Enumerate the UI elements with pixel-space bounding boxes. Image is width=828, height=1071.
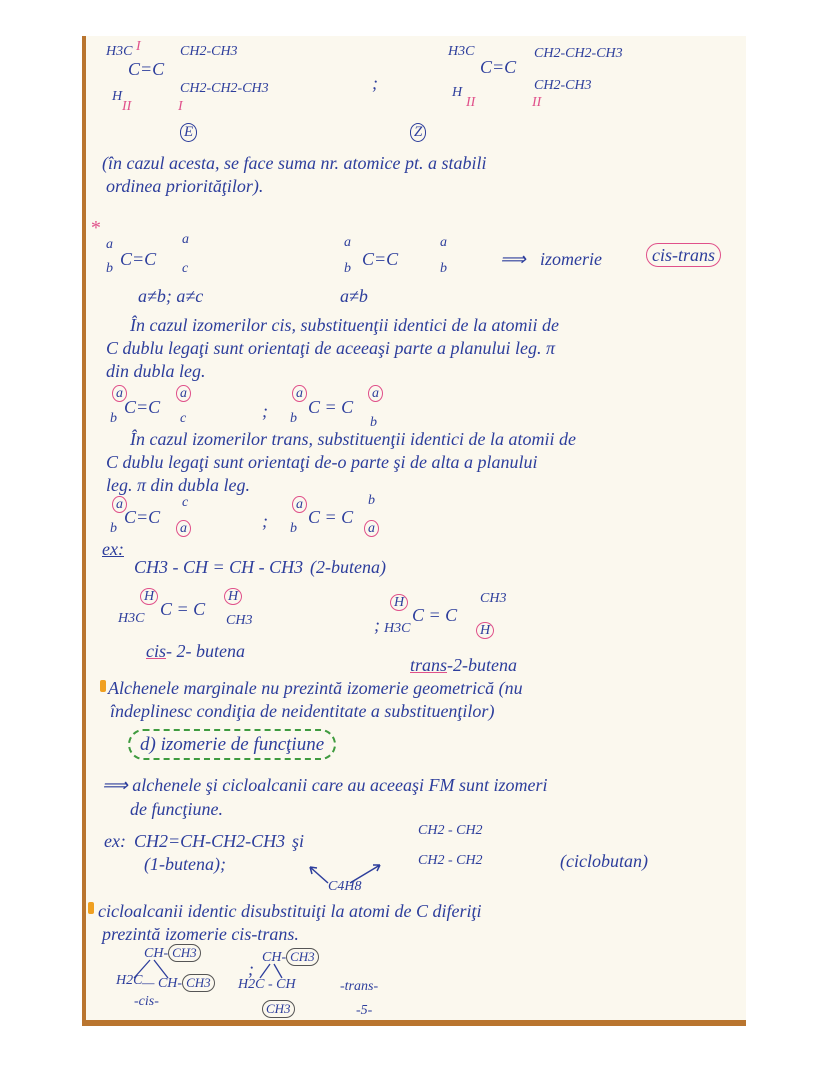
substituent: H3C bbox=[106, 44, 133, 59]
substituent: H bbox=[140, 588, 158, 605]
compound-name: (2-butena) bbox=[310, 557, 386, 577]
substituent: CH2-CH2-CH3 bbox=[180, 81, 269, 96]
text-line: ordinea priorităţilor). bbox=[106, 176, 264, 196]
rank: II bbox=[122, 99, 132, 114]
rank: II bbox=[532, 95, 542, 110]
substituent: b bbox=[110, 411, 117, 426]
text-line: C dublu legaţi sunt orientaţi de aceeaşi parte a planului leg. π bbox=[106, 338, 555, 358]
exclamation-marker-icon bbox=[100, 680, 106, 692]
text-line: de funcţiune. bbox=[130, 799, 223, 819]
rank: I bbox=[178, 99, 183, 114]
example-label: ex: bbox=[104, 831, 126, 851]
conjunction: şi bbox=[292, 831, 305, 851]
page-number: -5- bbox=[356, 1003, 373, 1018]
substituent: b bbox=[440, 261, 447, 276]
formula: CH2 - CH2 bbox=[418, 853, 483, 868]
substituent: c bbox=[180, 411, 187, 426]
substituent: CH3 bbox=[480, 591, 507, 606]
substituent: H3C bbox=[448, 44, 475, 59]
condition: a≠b bbox=[340, 286, 368, 306]
substituent: a bbox=[368, 385, 383, 402]
substituent: a bbox=[182, 232, 189, 247]
isomer-label: -trans- bbox=[340, 979, 379, 994]
formula: CH3 - CH = CH - CH3 bbox=[134, 557, 304, 577]
substituent: b bbox=[344, 261, 351, 276]
cis-underlined: cis bbox=[146, 641, 166, 661]
text-line: În cazul izomerilor cis, substituenţii identici de la atomii de bbox=[130, 315, 559, 335]
substituent: CH3 bbox=[286, 948, 319, 966]
substituent: c bbox=[182, 495, 189, 510]
text-line: Alchenele marginale nu prezintă izomerie geometrică (nu bbox=[108, 678, 523, 698]
text: izomerie bbox=[540, 249, 602, 269]
substituent: a bbox=[292, 496, 307, 513]
exclamation-marker-icon bbox=[88, 902, 94, 914]
substituent: H bbox=[390, 594, 408, 611]
compound-name: - 2- butena bbox=[166, 641, 245, 661]
substituent: a bbox=[344, 235, 351, 250]
text-line: (în cazul acesta, se face suma nr. atomice pt. a stabili bbox=[102, 153, 487, 173]
compound-name: (1-butena); bbox=[144, 854, 226, 874]
substituent: b bbox=[368, 493, 375, 508]
substituent: a bbox=[176, 520, 191, 537]
example-label: ex: bbox=[102, 539, 124, 559]
formula: CH2 - CH2 bbox=[418, 823, 483, 838]
substituent: c bbox=[182, 261, 189, 276]
substituent: H bbox=[476, 622, 494, 639]
substituent: CH3 bbox=[182, 974, 215, 992]
substituent: a bbox=[112, 385, 127, 402]
condition: a≠b; a≠c bbox=[138, 286, 204, 306]
substituent: CH3 bbox=[168, 944, 201, 962]
substituent: b bbox=[290, 411, 297, 426]
rank: I bbox=[136, 39, 141, 54]
molecular-formula: C4H8 bbox=[328, 879, 362, 894]
text-line: îndeplinesc condiţia de neidentitate a substituenţilor) bbox=[110, 701, 495, 721]
substituent: a bbox=[364, 520, 379, 537]
substituent: b bbox=[106, 261, 113, 276]
substituent: H3C bbox=[384, 621, 411, 636]
text-line: din dubla leg. bbox=[106, 361, 206, 381]
text-line: C dublu legaţi sunt orientaţi de-o parte şi de alta a planului bbox=[106, 452, 538, 472]
arrow-icon: ⟹ bbox=[500, 249, 526, 269]
double-bond: C=C bbox=[362, 249, 399, 269]
substituent: CH2-CH2-CH3 bbox=[534, 46, 623, 61]
substituent: CH3 bbox=[262, 1000, 295, 1018]
substituent: CH2-CH3 bbox=[180, 44, 238, 59]
substituent: H3C bbox=[118, 611, 145, 626]
text-line: cicloalcanii identic disubstituiţi la atomi de C diferiţi bbox=[98, 901, 482, 921]
compound-name: (ciclobutan) bbox=[560, 851, 648, 871]
substituent: b bbox=[110, 521, 117, 536]
text-line: ⟹ alchenele şi cicloalcanii care au aceeaşi FM sunt izomeri bbox=[102, 775, 548, 795]
text-line: leg. π din dubla leg. bbox=[106, 475, 250, 495]
trans-underlined: trans bbox=[410, 655, 448, 675]
section-heading: d) izomerie de funcţiune bbox=[128, 729, 336, 760]
substituent: CH2-CH3 bbox=[534, 78, 592, 93]
star-icon: * bbox=[90, 217, 100, 239]
double-bond: C=C bbox=[120, 249, 157, 269]
double-bond: C=C bbox=[480, 57, 517, 77]
substituent: a bbox=[292, 385, 307, 402]
compound-name: -2-butena bbox=[447, 655, 517, 675]
rank: II bbox=[466, 95, 476, 110]
substituent: b bbox=[370, 415, 377, 430]
isomer-label: -cis- bbox=[134, 994, 159, 1009]
text-line: În cazul izomerilor trans, substituenţii identici de la atomii de bbox=[130, 429, 576, 449]
text-line: prezintă izomerie cis-trans. bbox=[102, 924, 299, 944]
substituent: H bbox=[112, 89, 123, 104]
formula: CH2=CH-CH2-CH3 bbox=[134, 831, 286, 851]
separator: ; bbox=[372, 73, 378, 93]
substituent: b bbox=[290, 521, 297, 536]
isomer-label: Z bbox=[410, 123, 426, 142]
cis-trans-highlight: cis-trans bbox=[646, 243, 721, 267]
substituent: a bbox=[440, 235, 447, 250]
substituent: a bbox=[112, 496, 127, 513]
substituent: a bbox=[106, 237, 113, 252]
substituent: CH3 bbox=[226, 613, 253, 628]
substituent: H bbox=[224, 588, 242, 605]
double-bond: C=C bbox=[128, 59, 165, 79]
substituent: a bbox=[176, 385, 191, 402]
substituent: H bbox=[452, 85, 463, 100]
isomer-label: E bbox=[180, 123, 197, 142]
